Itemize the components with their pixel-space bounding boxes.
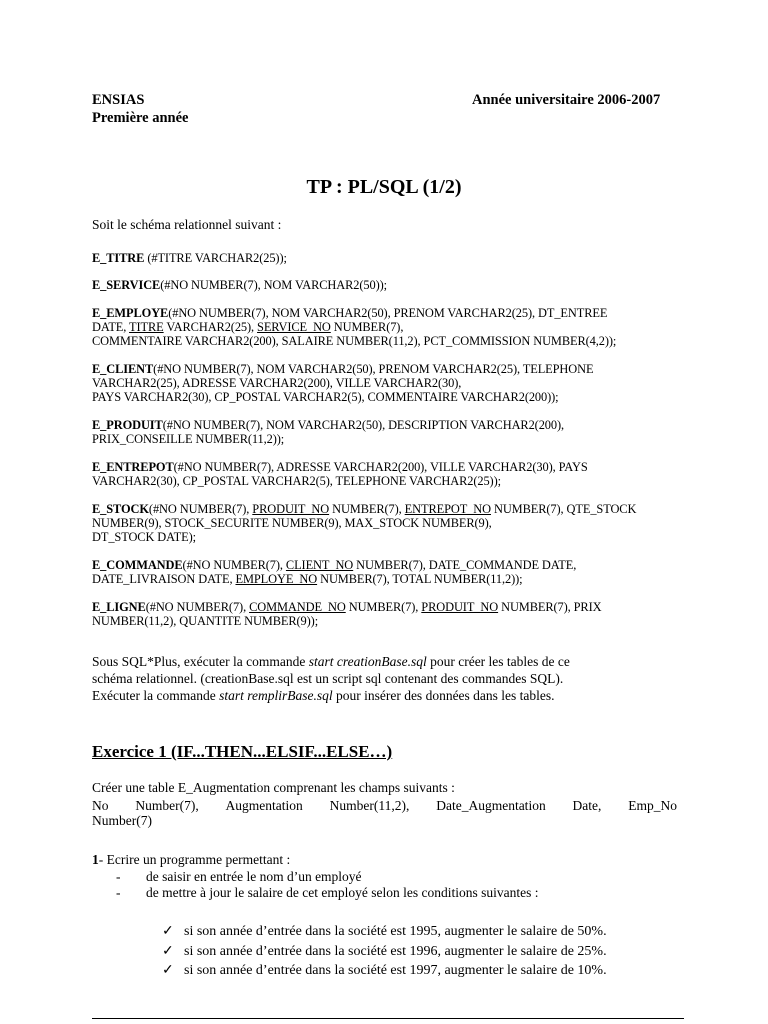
table-def-line: (#NO NUMBER(7), NOM VARCHAR2(50), PRENOM VARCHAR2(25), DT_ENTREE xyxy=(168,306,608,320)
schema-service xyxy=(92,278,387,292)
table-name: E_TITRE xyxy=(92,251,145,265)
table-name: E_EMPLOYE xyxy=(92,306,169,320)
schema-titre xyxy=(92,251,287,265)
table-def: (#TITRE VARCHAR2(25)); xyxy=(144,251,287,265)
table-def-line: PAYS VARCHAR2(30), CP_POSTAL VARCHAR2(5), COMMENTAIRE VARCHAR2(200)); xyxy=(92,390,559,404)
fields-list xyxy=(92,798,677,828)
field-token: Date_Augmentation xyxy=(436,798,546,813)
list-item-text: de saisir en entrée le nom d’un employé xyxy=(146,869,362,884)
dash-icon: - xyxy=(116,885,121,900)
instruction-text: Exécuter la commande xyxy=(92,688,220,703)
dash-list xyxy=(116,869,539,901)
table-def-line: DATE_LIVRAISON DATE, xyxy=(92,572,236,586)
foreign-key: EMPLOYE_NO xyxy=(235,572,318,586)
schema-stock xyxy=(92,502,636,544)
intro-text: Soit le schéma relationnel suivant : xyxy=(92,217,282,232)
table-name: E_LIGNE xyxy=(92,600,146,614)
instruction-text: Sous SQL*Plus, exécuter la commande xyxy=(92,654,309,669)
table-name: E_COMMANDE xyxy=(92,558,183,572)
footer-divider xyxy=(92,1018,684,1019)
table-def-line: PRIX_CONSEILLE NUMBER(11,2)); xyxy=(92,432,285,446)
year-level: Première année xyxy=(92,110,189,126)
school-name: ENSIAS xyxy=(92,92,145,108)
table-def-line: COMMENTAIRE VARCHAR2(200), SALAIRE NUMBER(11,2), PCT_COMMISSION NUMBER(4,2)); xyxy=(92,334,617,348)
table-def-line: NUMBER(7), TOTAL NUMBER(11,2)); xyxy=(317,572,523,586)
table-name: E_ENTREPOT xyxy=(92,460,174,474)
field-token: Number(7), xyxy=(135,798,199,813)
conditions-list xyxy=(162,922,607,981)
table-name: E_STOCK xyxy=(92,502,149,516)
foreign-key: ENTREPOT_NO xyxy=(404,502,491,516)
field-token: Date, xyxy=(572,798,602,813)
checkmark-icon: ✓ xyxy=(162,924,174,939)
foreign-key: COMMANDE_NO xyxy=(249,600,346,614)
table-def-line: NUMBER(7), xyxy=(329,502,405,516)
list-item xyxy=(116,869,539,885)
create-table-text: Créer une table E_Augmentation comprenant les champs suivants : xyxy=(92,780,455,795)
list-item xyxy=(116,885,539,901)
command-text: start remplirBase.sql xyxy=(219,688,333,703)
list-item xyxy=(162,961,607,981)
fields-row xyxy=(92,798,677,813)
schema-produit xyxy=(92,418,564,446)
schema-employe xyxy=(92,306,616,348)
fields-line2: Number(7) xyxy=(92,813,152,828)
table-def-line: NUMBER(7), xyxy=(330,320,404,334)
field-token: Number(11,2), xyxy=(329,798,410,813)
table-def-line: DT_STOCK DATE); xyxy=(92,530,196,544)
schema-entrepot xyxy=(92,460,588,488)
field-token: Augmentation xyxy=(225,798,303,813)
table-name: E_PRODUIT xyxy=(92,418,163,432)
list-item xyxy=(162,942,607,962)
list-item-text: de mettre à jour le salaire de cet employé selon les conditions suivantes : xyxy=(146,885,539,900)
field-token: No xyxy=(92,798,109,813)
table-def-line: NUMBER(9), STOCK_SECURITE NUMBER(9), MAX_STOCK NUMBER(9), xyxy=(92,516,492,530)
exercise-title: Exercice 1 (IF...THEN...ELSIF...ELSE…) xyxy=(92,742,393,761)
command-text: start creationBase.sql xyxy=(308,654,427,669)
instruction-text: schéma relationnel. (creationBase.sql est un script sql contenant des commandes SQL). xyxy=(92,671,564,686)
foreign-key: TITRE xyxy=(129,320,164,334)
foreign-key: PRODUIT_NO xyxy=(421,600,499,614)
checkmark-icon: ✓ xyxy=(162,963,174,978)
academic-year: Année universitaire 2006-2007 xyxy=(472,92,661,108)
table-def-line: VARCHAR2(25), xyxy=(163,320,258,334)
instruction-text: pour créer les tables de ce xyxy=(426,654,570,669)
table-def-line: VARCHAR2(25), ADRESSE VARCHAR2(200), VILLE VARCHAR2(30), xyxy=(92,376,462,390)
question-text: - Ecrire un programme permettant : xyxy=(98,852,291,867)
table-def-line: (#NO NUMBER(7), xyxy=(145,600,250,614)
table-def-line: (#NO NUMBER(7), ADRESSE VARCHAR2(200), VILLE VARCHAR2(30), PAYS xyxy=(173,460,588,474)
condition-text: si son année d’entrée dans la société est 1995, augmenter le salaire de 50%. xyxy=(184,924,607,939)
question-number: 1 xyxy=(92,852,99,867)
schema-ligne xyxy=(92,600,601,628)
dash-icon: - xyxy=(116,869,121,884)
table-def-line: NUMBER(7), DATE_COMMANDE DATE, xyxy=(353,558,577,572)
instruction-text: pour insérer des données dans les tables. xyxy=(332,688,555,703)
field-token: Emp_No xyxy=(628,798,677,813)
foreign-key: PRODUIT_NO xyxy=(252,502,330,516)
table-def: (#NO NUMBER(7), NOM VARCHAR2(50)); xyxy=(160,278,387,292)
table-def-line: DATE, xyxy=(92,320,130,334)
table-def-line: NUMBER(7), xyxy=(345,600,422,614)
table-def-line: (#NO NUMBER(7), NOM VARCHAR2(50), PRENOM VARCHAR2(25), TELEPHONE xyxy=(153,362,594,376)
page-title: TP : PL/SQL (1/2) xyxy=(306,176,462,198)
condition-text: si son année d’entrée dans la société est 1997, augmenter le salaire de 10%. xyxy=(184,963,607,978)
table-def-line: (#NO NUMBER(7), xyxy=(182,558,286,572)
condition-text: si son année d’entrée dans la société est 1996, augmenter le salaire de 25%. xyxy=(184,943,607,959)
list-item xyxy=(162,922,607,942)
table-name: E_SERVICE xyxy=(92,278,161,292)
checkmark-icon: ✓ xyxy=(162,943,174,959)
table-def-line: NUMBER(7), PRIX xyxy=(498,600,602,614)
table-def-line: NUMBER(7), QTE_STOCK xyxy=(490,502,637,516)
table-def-line: (#NO NUMBER(7), xyxy=(148,502,253,516)
table-def-line: (#NO NUMBER(7), NOM VARCHAR2(50), DESCRIPTION VARCHAR2(200), xyxy=(162,418,565,432)
question-1 xyxy=(92,852,290,867)
schema-client xyxy=(92,362,593,404)
foreign-key: CLIENT_NO xyxy=(285,558,354,572)
foreign-key: SERVICE_NO xyxy=(257,320,331,334)
table-name: E_CLIENT xyxy=(92,362,154,376)
instructions xyxy=(92,653,570,704)
table-def-line: VARCHAR2(30), CP_POSTAL VARCHAR2(5), TELEPHONE VARCHAR2(25)); xyxy=(92,474,501,488)
schema-commande xyxy=(92,558,576,586)
table-def-line: NUMBER(11,2), QUANTITE NUMBER(9)); xyxy=(92,614,319,628)
